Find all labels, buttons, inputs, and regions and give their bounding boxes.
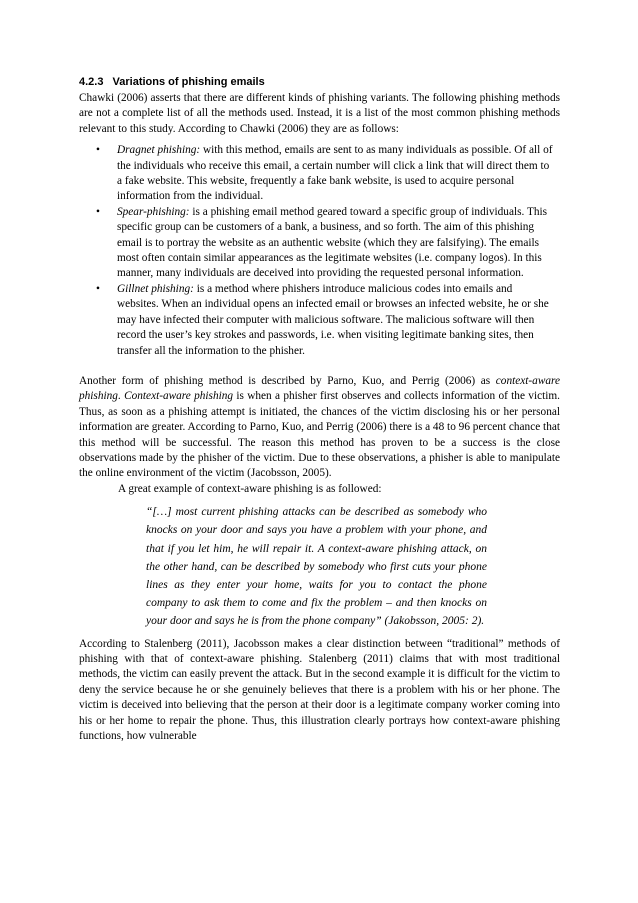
section-number: 4.2.3 (79, 76, 104, 88)
context-aware-paragraph (79, 374, 560, 482)
phishing-methods-list (79, 143, 560, 359)
list-item-text: is a phishing email method geared toward a specific group of individuals. This specific group can be customers of a bank, a business, and so forth. The aim of this phishing email is to portray the website as an authentic website (which they are falsifying). The emails most often contain similar appearances as the legitimate websites (i.e. company logos). In this manner, many individuals are deceived into providing the requested personal information. (117, 205, 548, 280)
context-term-1: context-aware phishing (79, 374, 560, 403)
list-item-text: is a method where phishers introduce malicious codes into emails and websites. When an individual opens an infected email or browses an infected website, he or she may have infected their computer with malicious software. The malicious software will then record the user’s key strokes and passwords, i.e. when visiting legitimate banking sites, then transfer all the information to the phisher. (117, 282, 549, 357)
list-item-term: Spear-phishing: (117, 205, 190, 218)
example-intro: A great example of context-aware phishing is as followed: (118, 482, 382, 495)
closing-paragraph: According to Stalenberg (2011), Jacobsson makes a clear distinction between “traditional” methods of phishing with that of context-aware phishing. Stalenberg (2011) claims that with most traditional methods, the victim can easily prevent the attack. But in the second example it is difficult for the victim to deny the service because he or she genuinely believes that there is a problem with his or her phone. The victim is deceived into believing that the person at their door is a legitimate company worker coming into his or her home to repair the phone. Thus, this illustration clearly portrays how context-aware phishing functions, how vulnerable (79, 637, 560, 743)
list-item-term: Gillnet phishing: (117, 282, 194, 295)
list-item (79, 205, 560, 282)
list-item-term: Dragnet phishing: (117, 144, 201, 157)
bullet-icon: • (96, 205, 100, 218)
context-term-2: Context-aware phishing (124, 390, 234, 403)
block-quote: “[…] most current phishing attacks can be described as somebody who knocks on your door and says you have a problem with your phone, and that if you let him, he will repair it. A context-aware phishing attack, on the other hand, can be described by somebody who first cuts your phone lines as they enter your home, waits for you to contact the phone company to ask them to come and fix the problem – and then knocks on your door and says he is from the phone company” (Jakobsson, 2005: 2). (146, 506, 487, 628)
document-page (79, 75, 560, 744)
context-text-2: . (117, 390, 125, 403)
bullet-icon: • (96, 282, 100, 295)
list-item-text: with this method, emails are sent to as many individuals as possible. Of all of the individuals who receive this email, a certain number will click a link that will direct them to a fake website. This website, frequently a fake bank website, is used to acquire personal information from the individual. (117, 144, 553, 203)
context-text-1: Another form of phishing method is described by Parno, Kuo, and Perrig (2006) as (79, 374, 496, 387)
context-text-3: is when a phisher first observes and collects information of the victim. Thus, as soon as a phishing attempt is initiated, the chances of the victim disclosing his or her personal information are greater. According to Parno, Kuo, and Perrig (2006) there is a 48 to 96 percent chance that this method will be successful. The reason this method has proven to be a success is the close observations made by the phisher of the victim. Due to these observations, a phisher is able to manipulate the online environment of the victim (Jacobsson, 2005). (79, 390, 560, 480)
intro-paragraph: Chawki (2006) asserts that there are different kinds of phishing variants. The following phishing methods are not a complete list of all the methods used. Instead, it is a list of the most common phishing methods relevant to this study. According to Chawki (2006) they are as follows: (79, 92, 560, 135)
bullet-icon: • (96, 144, 100, 157)
list-item (79, 143, 560, 205)
section-title: Variations of phishing emails (112, 76, 265, 88)
list-item (79, 282, 560, 359)
section-heading (79, 75, 560, 90)
